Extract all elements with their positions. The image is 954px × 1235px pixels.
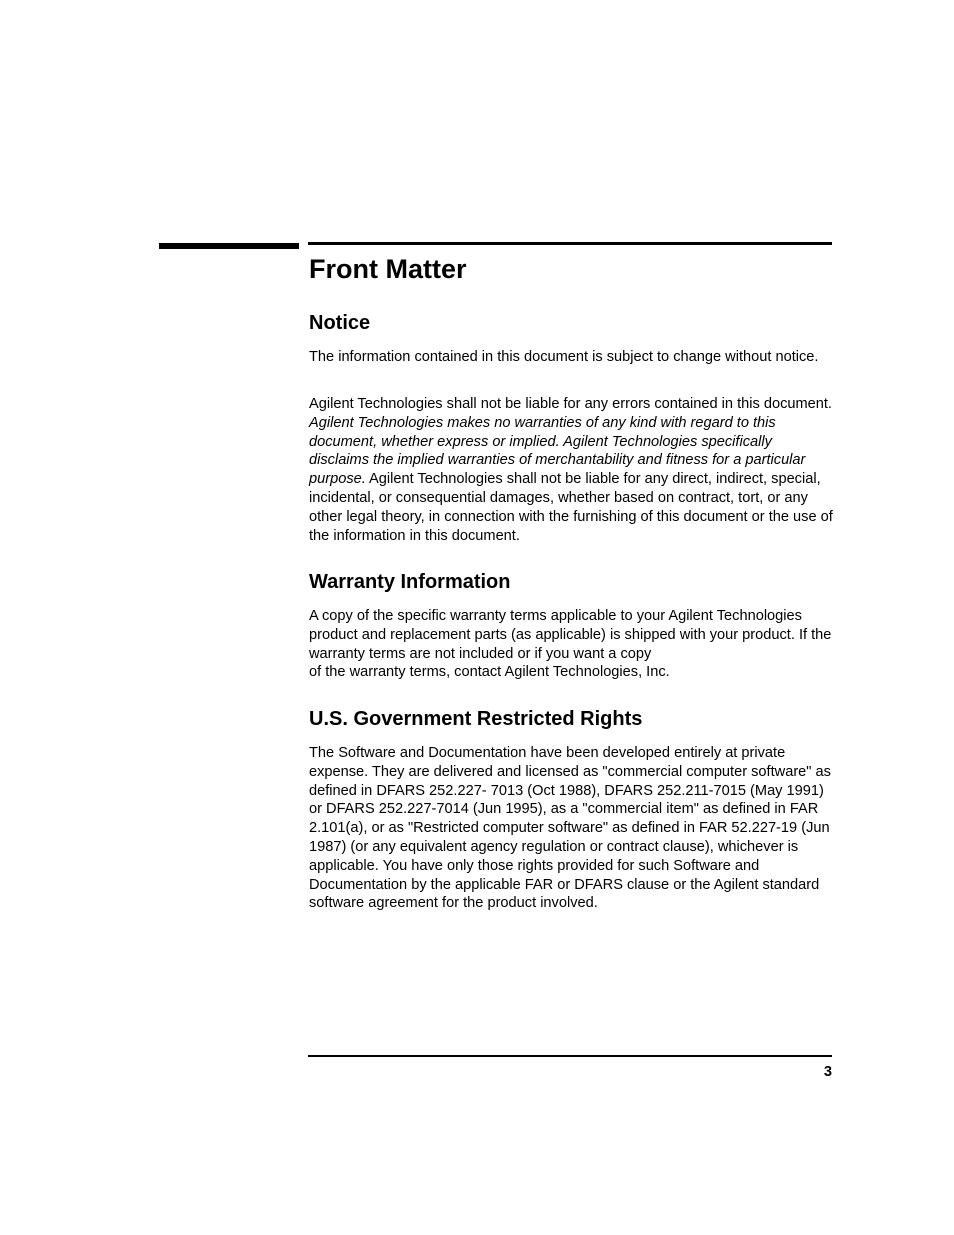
- notice-text-plain-1: Agilent Technologies shall not be liable for any errors contained in this document.: [309, 396, 832, 412]
- footer-rule: [308, 1055, 832, 1057]
- page-title: Front Matter: [309, 254, 467, 284]
- notice-text-plain-2: Agilent Technologies shall not be liable for any direct, indirect, special, incidental, or consequential damages, whether based on contract, tort, or any other legal theory, in connection with the furnishing of this document or the use of the information in this document.: [309, 471, 833, 544]
- notice-paragraph-1: The information contained in this document is subject to change without notice.: [309, 349, 819, 365]
- chapter-top-rule: [308, 242, 832, 245]
- rights-paragraph: The Software and Documentation have been developed entirely at private expense. They are delivered and licensed as "commercial computer software" as defined in DFARS 252.227- 7013 (Oct 1988), DFARS 252.211-7015 (May 1991) or DFARS 252.227-7014 (Jun 1995), as a "commercial item" as defined in FAR 2.101(a), or as "Restricted computer software" as defined in FAR 52.227-19 (Jun 1987) (or any equivalent agency regulation or contract clause), whichever is applicable. You have only those rights provided for such Software and Documentation by the applicable FAR or DFARS clause or the Agilent standard software agreement for the product involved.: [309, 745, 831, 912]
- page-content: [309, 252, 833, 912]
- warranty-text-line-1: A copy of the specific warranty terms applicable to your Agilent Technologies product and replacement parts (as applicable) is shipped with your product. If the warranty terms are not included or if you want a copy: [309, 608, 832, 662]
- notice-paragraph-2: [309, 395, 833, 545]
- notice-disclaimer-italic: Agilent Technologies makes no warranties of any kind with regard to this document, whether express or implied. Agilent Technologies specifically disclaims the implied warranties of merchantability and fitness for a particular purpose.: [309, 414, 806, 488]
- chapter-left-rule: [159, 243, 299, 249]
- page-number: 3: [823, 1064, 832, 1080]
- warranty-heading: Warranty Information: [309, 571, 511, 593]
- warranty-text-line-2: of the warranty terms, contact Agilent Technologies, Inc.: [309, 664, 670, 681]
- notice-heading: Notice: [309, 312, 371, 334]
- warranty-paragraph: [309, 607, 833, 682]
- rights-heading: U.S. Government Restricted Rights: [309, 708, 643, 730]
